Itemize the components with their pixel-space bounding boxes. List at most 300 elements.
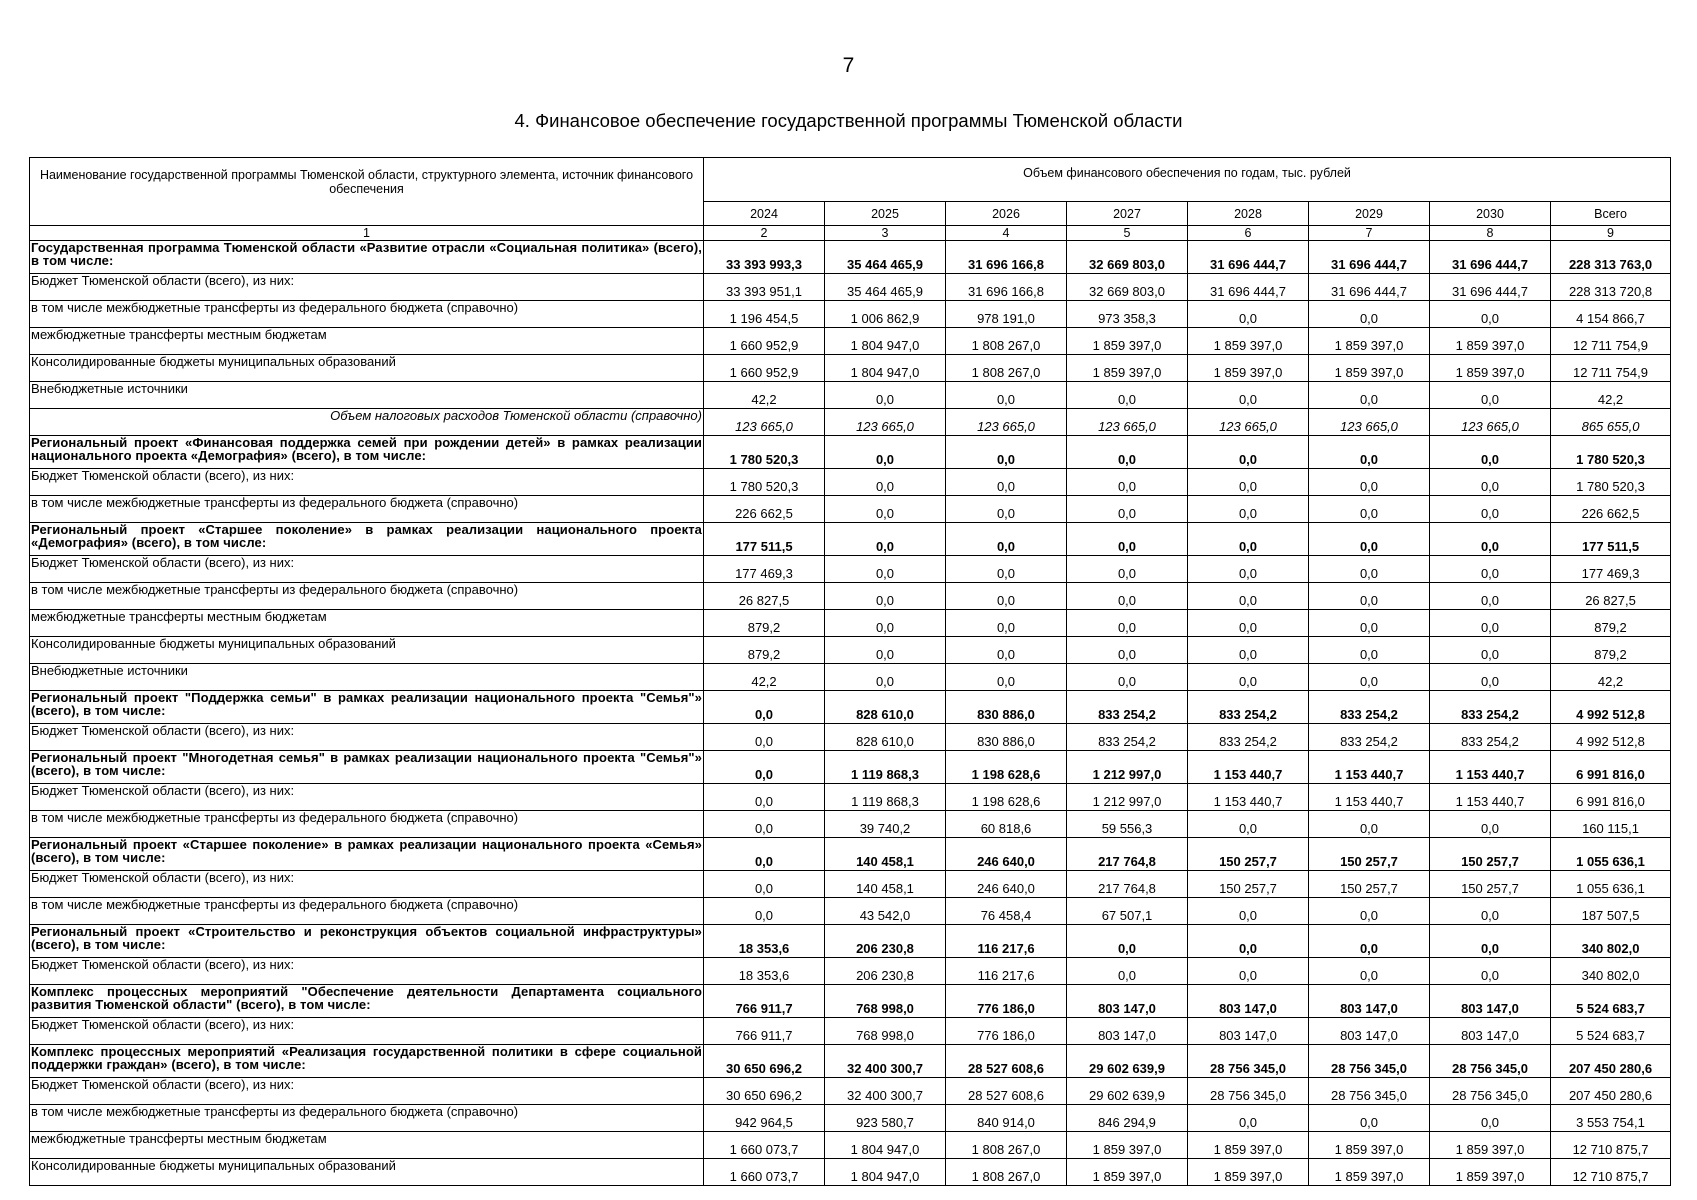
table-row xyxy=(30,241,1671,274)
value-cell: 0,0 xyxy=(704,751,825,784)
value-cell: 28 756 345,0 xyxy=(1188,1045,1309,1078)
value-cell: 150 257,7 xyxy=(1430,838,1551,871)
total-cell: 3 553 754,1 xyxy=(1551,1105,1671,1132)
value-cell: 0,0 xyxy=(1067,382,1188,409)
row-label: межбюджетные трансферты местным бюджетам xyxy=(30,328,704,355)
value-cell: 0,0 xyxy=(1309,958,1430,985)
value-cell: 206 230,8 xyxy=(825,925,946,958)
page-number: 7 xyxy=(842,54,855,77)
row-label: в том числе межбюджетные трансферты из федерального бюджета (справочно) xyxy=(30,811,704,838)
volume-header: Объем финансового обеспечения по годам, тыс. рублей xyxy=(704,158,1671,202)
value-cell: 0,0 xyxy=(1188,610,1309,637)
value-cell: 0,0 xyxy=(1430,301,1551,328)
document-title: 4. Финансовое обеспечение государственной программы Тюменской области xyxy=(514,110,1183,131)
value-cell: 32 400 300,7 xyxy=(825,1045,946,1078)
row-label: Комплекс процессных мероприятий «Реализация государственной политики в сфере социальной поддержки граждан» (всего), в том числе: xyxy=(30,1045,704,1078)
value-cell: 0,0 xyxy=(825,496,946,523)
row-label: Региональный проект «Старшее поколение» в рамках реализации национального проекта «Демография» (всего), в том числе: xyxy=(30,523,704,556)
value-cell: 1 859 397,0 xyxy=(1067,1159,1188,1186)
value-cell: 0,0 xyxy=(1067,610,1188,637)
row-label: Бюджет Тюменской области (всего), из них: xyxy=(30,871,704,898)
total-cell: 1 055 636,1 xyxy=(1551,838,1671,871)
row-label: Внебюджетные источники xyxy=(30,664,704,691)
column-number: 9 xyxy=(1551,226,1671,241)
value-cell: 0,0 xyxy=(1188,637,1309,664)
value-cell: 1 804 947,0 xyxy=(825,1159,946,1186)
value-cell: 0,0 xyxy=(1188,436,1309,469)
value-cell: 803 147,0 xyxy=(1067,985,1188,1018)
value-cell: 0,0 xyxy=(1067,925,1188,958)
row-label: Региональный проект «Старшее поколение» в рамках реализации национального проекта «Семья» (всего), в том числе: xyxy=(30,838,704,871)
value-cell: 31 696 444,7 xyxy=(1430,241,1551,274)
value-cell: 0,0 xyxy=(1067,436,1188,469)
value-cell: 0,0 xyxy=(704,691,825,724)
row-label: Бюджет Тюменской области (всего), из них: xyxy=(30,724,704,751)
table-row xyxy=(30,751,1671,784)
year-header: 2025 xyxy=(825,202,946,226)
value-cell: 30 650 696,2 xyxy=(704,1078,825,1105)
row-label: Консолидированные бюджеты муниципальных образований xyxy=(30,637,704,664)
value-cell: 0,0 xyxy=(946,469,1067,496)
value-cell: 31 696 444,7 xyxy=(1309,274,1430,301)
value-cell: 0,0 xyxy=(1188,898,1309,925)
value-cell: 0,0 xyxy=(1067,958,1188,985)
value-cell: 0,0 xyxy=(1067,469,1188,496)
value-cell: 217 764,8 xyxy=(1067,838,1188,871)
value-cell: 0,0 xyxy=(946,496,1067,523)
row-label: Внебюджетные источники xyxy=(30,382,704,409)
value-cell: 0,0 xyxy=(825,436,946,469)
value-cell: 0,0 xyxy=(1188,664,1309,691)
total-cell: 42,2 xyxy=(1551,664,1671,691)
value-cell: 18 353,6 xyxy=(704,958,825,985)
value-cell: 0,0 xyxy=(1188,469,1309,496)
value-cell: 0,0 xyxy=(1309,301,1430,328)
value-cell: 0,0 xyxy=(704,838,825,871)
table-row xyxy=(30,556,1671,583)
table-row xyxy=(30,664,1671,691)
total-cell: 6 991 816,0 xyxy=(1551,784,1671,811)
year-header: 2024 xyxy=(704,202,825,226)
value-cell: 833 254,2 xyxy=(1067,724,1188,751)
total-cell: 1 055 636,1 xyxy=(1551,871,1671,898)
value-cell: 766 911,7 xyxy=(704,1018,825,1045)
value-cell: 1 859 397,0 xyxy=(1188,328,1309,355)
value-cell: 32 400 300,7 xyxy=(825,1078,946,1105)
table-row xyxy=(30,409,1671,436)
value-cell: 116 217,6 xyxy=(946,925,1067,958)
value-cell: 1 859 397,0 xyxy=(1309,328,1430,355)
value-cell: 0,0 xyxy=(1188,496,1309,523)
value-cell: 0,0 xyxy=(1430,583,1551,610)
value-cell: 0,0 xyxy=(1430,523,1551,556)
total-cell: 226 662,5 xyxy=(1551,496,1671,523)
value-cell: 28 756 345,0 xyxy=(1430,1078,1551,1105)
row-label: Региональный проект "Поддержка семьи" в рамках реализации национального проекта "Семья"» (всего), в том числе: xyxy=(30,691,704,724)
value-cell: 1 859 397,0 xyxy=(1188,1132,1309,1159)
value-cell: 1 859 397,0 xyxy=(1188,355,1309,382)
value-cell: 1 153 440,7 xyxy=(1309,751,1430,784)
value-cell: 0,0 xyxy=(946,583,1067,610)
value-cell: 0,0 xyxy=(1309,925,1430,958)
value-cell: 768 998,0 xyxy=(825,985,946,1018)
value-cell: 67 507,1 xyxy=(1067,898,1188,925)
table-row xyxy=(30,301,1671,328)
value-cell: 1 859 397,0 xyxy=(1309,1159,1430,1186)
value-cell: 1 153 440,7 xyxy=(1188,784,1309,811)
value-cell: 0,0 xyxy=(1309,583,1430,610)
value-cell: 0,0 xyxy=(1188,382,1309,409)
value-cell: 60 818,6 xyxy=(946,811,1067,838)
value-cell: 0,0 xyxy=(825,382,946,409)
row-label: Региональный проект «Строительство и реконструкция объектов социальной инфраструктуры» (всего), в том числе: xyxy=(30,925,704,958)
value-cell: 0,0 xyxy=(946,610,1067,637)
value-cell: 123 665,0 xyxy=(946,409,1067,436)
value-cell: 833 254,2 xyxy=(1188,691,1309,724)
value-cell: 0,0 xyxy=(1430,436,1551,469)
value-cell: 0,0 xyxy=(1188,301,1309,328)
value-cell: 0,0 xyxy=(825,637,946,664)
row-label: Комплекс процессных мероприятий "Обеспечение деятельности Департамента социального развития Тюменской области" (всего), в том числе: xyxy=(30,985,704,1018)
total-cell: 1 780 520,3 xyxy=(1551,469,1671,496)
table-row xyxy=(30,1159,1671,1186)
value-cell: 43 542,0 xyxy=(825,898,946,925)
table-row xyxy=(30,1045,1671,1078)
row-label: межбюджетные трансферты местным бюджетам xyxy=(30,1132,704,1159)
value-cell: 973 358,3 xyxy=(1067,301,1188,328)
value-cell: 1 212 997,0 xyxy=(1067,784,1188,811)
total-cell: 228 313 763,0 xyxy=(1551,241,1671,274)
value-cell: 840 914,0 xyxy=(946,1105,1067,1132)
total-cell: 4 992 512,8 xyxy=(1551,724,1671,751)
column-number: 5 xyxy=(1067,226,1188,241)
value-cell: 150 257,7 xyxy=(1309,838,1430,871)
row-label: Бюджет Тюменской области (всего), из них: xyxy=(30,1078,704,1105)
value-cell: 0,0 xyxy=(1430,637,1551,664)
value-cell: 1 198 628,6 xyxy=(946,751,1067,784)
value-cell: 246 640,0 xyxy=(946,871,1067,898)
value-cell: 150 257,7 xyxy=(1188,838,1309,871)
value-cell: 0,0 xyxy=(946,637,1067,664)
table-row xyxy=(30,496,1671,523)
value-cell: 1 808 267,0 xyxy=(946,1132,1067,1159)
total-cell: 177 511,5 xyxy=(1551,523,1671,556)
value-cell: 1 859 397,0 xyxy=(1430,1132,1551,1159)
value-cell: 123 665,0 xyxy=(1188,409,1309,436)
value-cell: 35 464 465,9 xyxy=(825,274,946,301)
row-label: в том числе межбюджетные трансферты из федерального бюджета (справочно) xyxy=(30,583,704,610)
value-cell: 29 602 639,9 xyxy=(1067,1045,1188,1078)
year-header: 2026 xyxy=(946,202,1067,226)
value-cell: 177 469,3 xyxy=(704,556,825,583)
value-cell: 1 660 952,9 xyxy=(704,328,825,355)
value-cell: 0,0 xyxy=(1309,496,1430,523)
value-cell: 31 696 444,7 xyxy=(1188,274,1309,301)
value-cell: 1 660 073,7 xyxy=(704,1132,825,1159)
value-cell: 0,0 xyxy=(946,523,1067,556)
value-cell: 123 665,0 xyxy=(1430,409,1551,436)
value-cell: 1 859 397,0 xyxy=(1067,1132,1188,1159)
table-row xyxy=(30,871,1671,898)
value-cell: 0,0 xyxy=(1430,496,1551,523)
table-row xyxy=(30,523,1671,556)
table-row xyxy=(30,274,1671,301)
value-cell: 1 212 997,0 xyxy=(1067,751,1188,784)
value-cell: 0,0 xyxy=(1188,925,1309,958)
value-cell: 1 859 397,0 xyxy=(1430,355,1551,382)
value-cell: 776 186,0 xyxy=(946,1018,1067,1045)
value-cell: 833 254,2 xyxy=(1430,691,1551,724)
table-row xyxy=(30,469,1671,496)
value-cell: 0,0 xyxy=(1067,496,1188,523)
value-cell: 830 886,0 xyxy=(946,724,1067,751)
value-cell: 150 257,7 xyxy=(1188,871,1309,898)
value-cell: 32 669 803,0 xyxy=(1067,241,1188,274)
value-cell: 226 662,5 xyxy=(704,496,825,523)
value-cell: 42,2 xyxy=(704,382,825,409)
value-cell: 1 804 947,0 xyxy=(825,1132,946,1159)
total-cell: 207 450 280,6 xyxy=(1551,1045,1671,1078)
value-cell: 246 640,0 xyxy=(946,838,1067,871)
value-cell: 1 153 440,7 xyxy=(1430,751,1551,784)
value-cell: 0,0 xyxy=(1309,556,1430,583)
value-cell: 0,0 xyxy=(1309,469,1430,496)
value-cell: 768 998,0 xyxy=(825,1018,946,1045)
value-cell: 0,0 xyxy=(1430,1105,1551,1132)
name-column-header: Наименование государственной программы Тюменской области, структурного элемента, источник финансового обеспечения xyxy=(30,158,704,226)
total-cell: 865 655,0 xyxy=(1551,409,1671,436)
table-row xyxy=(30,691,1671,724)
value-cell: 29 602 639,9 xyxy=(1067,1078,1188,1105)
table-row xyxy=(30,838,1671,871)
value-cell: 0,0 xyxy=(1430,925,1551,958)
value-cell: 766 911,7 xyxy=(704,985,825,1018)
value-cell: 140 458,1 xyxy=(825,871,946,898)
value-cell: 0,0 xyxy=(825,610,946,637)
value-cell: 0,0 xyxy=(1309,637,1430,664)
table-row xyxy=(30,811,1671,838)
value-cell: 830 886,0 xyxy=(946,691,1067,724)
row-label: Бюджет Тюменской области (всего), из них: xyxy=(30,784,704,811)
value-cell: 1 859 397,0 xyxy=(1430,328,1551,355)
value-cell: 0,0 xyxy=(1430,556,1551,583)
total-cell: 42,2 xyxy=(1551,382,1671,409)
value-cell: 803 147,0 xyxy=(1309,985,1430,1018)
value-cell: 0,0 xyxy=(1309,1105,1430,1132)
value-cell: 0,0 xyxy=(1309,898,1430,925)
value-cell: 0,0 xyxy=(1067,583,1188,610)
value-cell: 1 859 397,0 xyxy=(1067,328,1188,355)
total-cell: 12 711 754,9 xyxy=(1551,328,1671,355)
value-cell: 0,0 xyxy=(825,523,946,556)
table-row xyxy=(30,985,1671,1018)
value-cell: 31 696 444,7 xyxy=(1430,274,1551,301)
value-cell: 31 696 444,7 xyxy=(1309,241,1430,274)
row-label: Региональный проект "Многодетная семья" в рамках реализации национального проекта "Семья"» (всего), в том числе: xyxy=(30,751,704,784)
row-label: Государственная программа Тюменской области «Развитие отрасли «Социальная политика» (всего), в том числе: xyxy=(30,241,704,274)
total-cell: 5 524 683,7 xyxy=(1551,985,1671,1018)
value-cell: 1 153 440,7 xyxy=(1188,751,1309,784)
row-label: в том числе межбюджетные трансферты из федерального бюджета (справочно) xyxy=(30,301,704,328)
value-cell: 123 665,0 xyxy=(1309,409,1430,436)
table-row xyxy=(30,436,1671,469)
total-cell: 177 469,3 xyxy=(1551,556,1671,583)
value-cell: 35 464 465,9 xyxy=(825,241,946,274)
value-cell: 42,2 xyxy=(704,664,825,691)
value-cell: 123 665,0 xyxy=(1067,409,1188,436)
value-cell: 0,0 xyxy=(1188,958,1309,985)
value-cell: 0,0 xyxy=(1188,523,1309,556)
row-label: Бюджет Тюменской области (всего), из них: xyxy=(30,274,704,301)
value-cell: 1 804 947,0 xyxy=(825,355,946,382)
value-cell: 0,0 xyxy=(704,871,825,898)
value-cell: 0,0 xyxy=(1430,469,1551,496)
total-cell: 4 992 512,8 xyxy=(1551,691,1671,724)
total-cell: 26 827,5 xyxy=(1551,583,1671,610)
table-row xyxy=(30,328,1671,355)
value-cell: 140 458,1 xyxy=(825,838,946,871)
row-label: Бюджет Тюменской области (всего), из них: xyxy=(30,1018,704,1045)
value-cell: 0,0 xyxy=(946,664,1067,691)
column-number: 7 xyxy=(1309,226,1430,241)
table-row xyxy=(30,1132,1671,1159)
value-cell: 1 804 947,0 xyxy=(825,328,946,355)
row-label: Региональный проект «Финансовая поддержка семей при рождении детей» в рамках реализации национального проекта «Демография» (всего), в том числе: xyxy=(30,436,704,469)
value-cell: 206 230,8 xyxy=(825,958,946,985)
value-cell: 1 198 628,6 xyxy=(946,784,1067,811)
total-cell: 207 450 280,6 xyxy=(1551,1078,1671,1105)
table-body xyxy=(30,241,1671,1186)
table-row xyxy=(30,355,1671,382)
value-cell: 0,0 xyxy=(825,469,946,496)
value-cell: 1 660 073,7 xyxy=(704,1159,825,1186)
value-cell: 833 254,2 xyxy=(1067,691,1188,724)
table-row xyxy=(30,637,1671,664)
total-cell: 12 710 875,7 xyxy=(1551,1159,1671,1186)
value-cell: 0,0 xyxy=(1067,556,1188,583)
total-cell: 1 780 520,3 xyxy=(1551,436,1671,469)
value-cell: 0,0 xyxy=(946,382,1067,409)
value-cell: 1 859 397,0 xyxy=(1067,355,1188,382)
value-cell: 1 859 397,0 xyxy=(1188,1159,1309,1186)
value-cell: 828 610,0 xyxy=(825,724,946,751)
value-cell: 776 186,0 xyxy=(946,985,1067,1018)
value-cell: 0,0 xyxy=(1188,1105,1309,1132)
value-cell: 0,0 xyxy=(946,436,1067,469)
value-cell: 1 859 397,0 xyxy=(1430,1159,1551,1186)
value-cell: 0,0 xyxy=(704,811,825,838)
value-cell: 0,0 xyxy=(1430,664,1551,691)
column-number: 8 xyxy=(1430,226,1551,241)
value-cell: 0,0 xyxy=(825,664,946,691)
value-cell: 846 294,9 xyxy=(1067,1105,1188,1132)
value-cell: 28 756 345,0 xyxy=(1188,1078,1309,1105)
value-cell: 0,0 xyxy=(1188,811,1309,838)
total-cell: 160 115,1 xyxy=(1551,811,1671,838)
value-cell: 0,0 xyxy=(946,556,1067,583)
year-header: 2028 xyxy=(1188,202,1309,226)
table-row xyxy=(30,583,1671,610)
value-cell: 1 808 267,0 xyxy=(946,1159,1067,1186)
value-cell: 150 257,7 xyxy=(1430,871,1551,898)
value-cell: 1 006 862,9 xyxy=(825,301,946,328)
value-cell: 833 254,2 xyxy=(1309,724,1430,751)
total-cell: 6 991 816,0 xyxy=(1551,751,1671,784)
column-number: 1 xyxy=(30,226,704,241)
value-cell: 923 580,7 xyxy=(825,1105,946,1132)
value-cell: 31 696 444,7 xyxy=(1188,241,1309,274)
row-label: в том числе межбюджетные трансферты из федерального бюджета (справочно) xyxy=(30,898,704,925)
value-cell: 803 147,0 xyxy=(1430,985,1551,1018)
total-header: Всего xyxy=(1551,202,1671,226)
value-cell: 33 393 951,1 xyxy=(704,274,825,301)
table-row xyxy=(30,610,1671,637)
table-row xyxy=(30,1105,1671,1132)
value-cell: 833 254,2 xyxy=(1188,724,1309,751)
value-cell: 0,0 xyxy=(1309,382,1430,409)
value-cell: 1 153 440,7 xyxy=(1430,784,1551,811)
value-cell: 31 696 166,8 xyxy=(946,274,1067,301)
value-cell: 1 780 520,3 xyxy=(704,436,825,469)
value-cell: 1 808 267,0 xyxy=(946,328,1067,355)
value-cell: 28 756 345,0 xyxy=(1309,1045,1430,1078)
value-cell: 28 756 345,0 xyxy=(1309,1078,1430,1105)
column-number: 3 xyxy=(825,226,946,241)
value-cell: 0,0 xyxy=(1309,610,1430,637)
value-cell: 803 147,0 xyxy=(1430,1018,1551,1045)
row-label: Объем налоговых расходов Тюменской области (справочно) xyxy=(30,409,704,436)
financing-table xyxy=(29,157,1671,1186)
value-cell: 833 254,2 xyxy=(1309,691,1430,724)
value-cell: 116 217,6 xyxy=(946,958,1067,985)
value-cell: 0,0 xyxy=(1430,898,1551,925)
value-cell: 1 119 868,3 xyxy=(825,751,946,784)
row-label: в том числе межбюджетные трансферты из федерального бюджета (справочно) xyxy=(30,1105,704,1132)
value-cell: 76 458,4 xyxy=(946,898,1067,925)
value-cell: 1 780 520,3 xyxy=(704,469,825,496)
value-cell: 0,0 xyxy=(1067,664,1188,691)
total-cell: 340 802,0 xyxy=(1551,925,1671,958)
value-cell: 39 740,2 xyxy=(825,811,946,838)
value-cell: 942 964,5 xyxy=(704,1105,825,1132)
value-cell: 0,0 xyxy=(1067,637,1188,664)
value-cell: 1 196 454,5 xyxy=(704,301,825,328)
total-cell: 4 154 866,7 xyxy=(1551,301,1671,328)
row-label: Консолидированные бюджеты муниципальных образований xyxy=(30,355,704,382)
value-cell: 18 353,6 xyxy=(704,925,825,958)
value-cell: 828 610,0 xyxy=(825,691,946,724)
value-cell: 30 650 696,2 xyxy=(704,1045,825,1078)
table-row xyxy=(30,958,1671,985)
row-label: Бюджет Тюменской области (всего), из них: xyxy=(30,469,704,496)
row-label: межбюджетные трансферты местным бюджетам xyxy=(30,610,704,637)
table-row xyxy=(30,382,1671,409)
table-row xyxy=(30,724,1671,751)
value-cell: 0,0 xyxy=(1430,610,1551,637)
value-cell: 0,0 xyxy=(1309,436,1430,469)
value-cell: 803 147,0 xyxy=(1188,1018,1309,1045)
value-cell: 32 669 803,0 xyxy=(1067,274,1188,301)
value-cell: 803 147,0 xyxy=(1188,985,1309,1018)
value-cell: 0,0 xyxy=(1067,523,1188,556)
value-cell: 1 119 868,3 xyxy=(825,784,946,811)
value-cell: 879,2 xyxy=(704,637,825,664)
value-cell: 0,0 xyxy=(1430,382,1551,409)
year-header: 2030 xyxy=(1430,202,1551,226)
value-cell: 150 257,7 xyxy=(1309,871,1430,898)
value-cell: 59 556,3 xyxy=(1067,811,1188,838)
row-label: в том числе межбюджетные трансферты из федерального бюджета (справочно) xyxy=(30,496,704,523)
